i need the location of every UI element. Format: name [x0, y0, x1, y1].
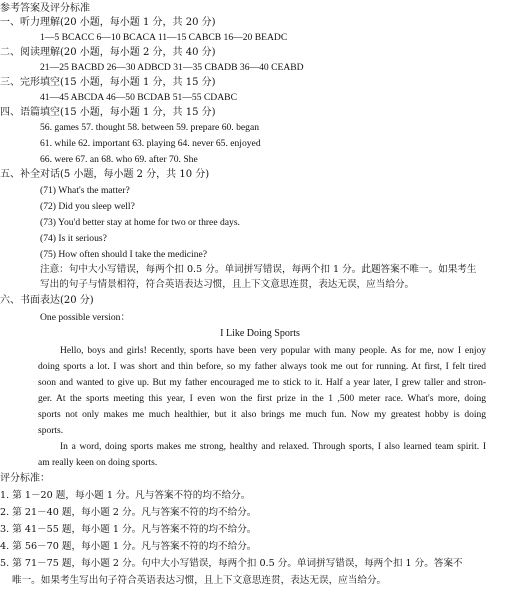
essay-line: am really keen on doing sports. [38, 458, 158, 468]
grading-rule: 2. 第 21－40 题，每小题 2 分。凡与答案不符的均不给分。 [0, 507, 257, 518]
essay-line: Hello, boys and girls! Recently, sports have been very popular with many people. As for me, now I enjoy [60, 346, 486, 356]
dialogue-answer: (74) Is it serious? [40, 233, 107, 244]
section-heading: 四、语篇填空(15 小题，每小题 1 分，共 15 分) [0, 107, 216, 118]
grading-rule: 3. 第 41－55 题，每小题 1 分。凡与答案不符的均不给分。 [0, 524, 257, 535]
dialogue-answer: (73) You'd better stay at home for two or three days. [40, 217, 240, 228]
essay-line: sports not only makes me much healthier, but it also brings me much fun. Now my greatest hobby is doing [38, 410, 486, 420]
dialogue-answer: (75) How often should I take the medicine? [40, 249, 208, 260]
section-heading: 三、完形填空(15 小题，每小题 1 分，共 15 分) [0, 77, 216, 88]
dialogue-answer: (71) What's the matter? [40, 185, 130, 196]
dialogue-answer: (72) Did you sleep well? [40, 201, 135, 212]
section-heading: 六、书面表达(20 分) [0, 295, 94, 306]
answer-line: 61. while 62. important 63. playing 64. never 65. enjoyed [40, 138, 261, 149]
answer-line: 1—5 BCACC 6—10 BCACA 11—15 CABCB 16—20 BEADC [40, 32, 288, 43]
essay-line: In a word, doing sports makes me strong, healthy and relaxed. Through sports, I also learned team spirit. I [60, 442, 486, 452]
section-heading: 二、阅读理解(20 小题，每小题 2 分，共 40 分) [0, 47, 216, 58]
section-heading: 五、补全对话(5 小题，每小题 2 分，共 10 分) [0, 169, 210, 180]
grading-rule: 唯一。如果考生写出句子符合英语表达习惯，且上下文意思连贯，表达无误，应当给分。 [12, 575, 387, 586]
essay-title: I Like Doing Sports [220, 328, 300, 339]
grading-heading: 评分标准： [0, 473, 50, 484]
answer-line: 56. games 57. thought 58. between 59. prepare 60. began [40, 122, 259, 133]
grading-rule: 5. 第 71－75 题，每小题 2 分。句中大小写错误，每两个扣 0.5 分。单词拼写错误，每两个扣 1 分。答案不 [0, 558, 463, 569]
answer-line: 21—25 BACBD 26—30 ADBCD 31—35 CBADB 36—40 CEABD [40, 62, 304, 73]
essay-intro: One possible version： [40, 312, 131, 323]
essay-line: sports. [38, 426, 64, 436]
grading-rule: 1. 第 1－20 题，每小题 1 分。凡与答案不符的均不给分。 [0, 490, 251, 501]
answer-line: 41—45 ABCDA 46—50 BCDAB 51—55 CDABC [40, 92, 237, 103]
scoring-note: 写出的句子与情景相符，符合英语表达习惯，且上下文意思连贯，表达无误，应当给分。 [40, 279, 415, 290]
grading-rule: 4. 第 56－70 题，每小题 1 分。凡与答案不符的均不给分。 [0, 541, 257, 552]
section-heading: 一、听力理解(20 小题，每小题 1 分，共 20 分) [0, 17, 216, 28]
essay-line: soon and wanted to give up. But my father encouraged me to stick to it. Half a year later, I grew taller and stron- [38, 378, 486, 388]
essay-line: doing sports a lot. I was short and thin before, so my father always took me out for running. At first, I felt tired [38, 362, 486, 372]
answer-line: 66. were 67. an 68. who 69. after 70. She [40, 154, 198, 165]
essay-line: ger. At the sports meeting this year, I even won the first prize in the 1 ,500 meter race. What's more, doing [38, 394, 486, 404]
page-title: 参考答案及评分标准 [0, 3, 90, 14]
scoring-note: 注意：句中大小写错误，每两个扣 0.5 分。单词拼写错误，每两个扣 1 分。此题答案不唯一。如果考生 [40, 264, 477, 275]
